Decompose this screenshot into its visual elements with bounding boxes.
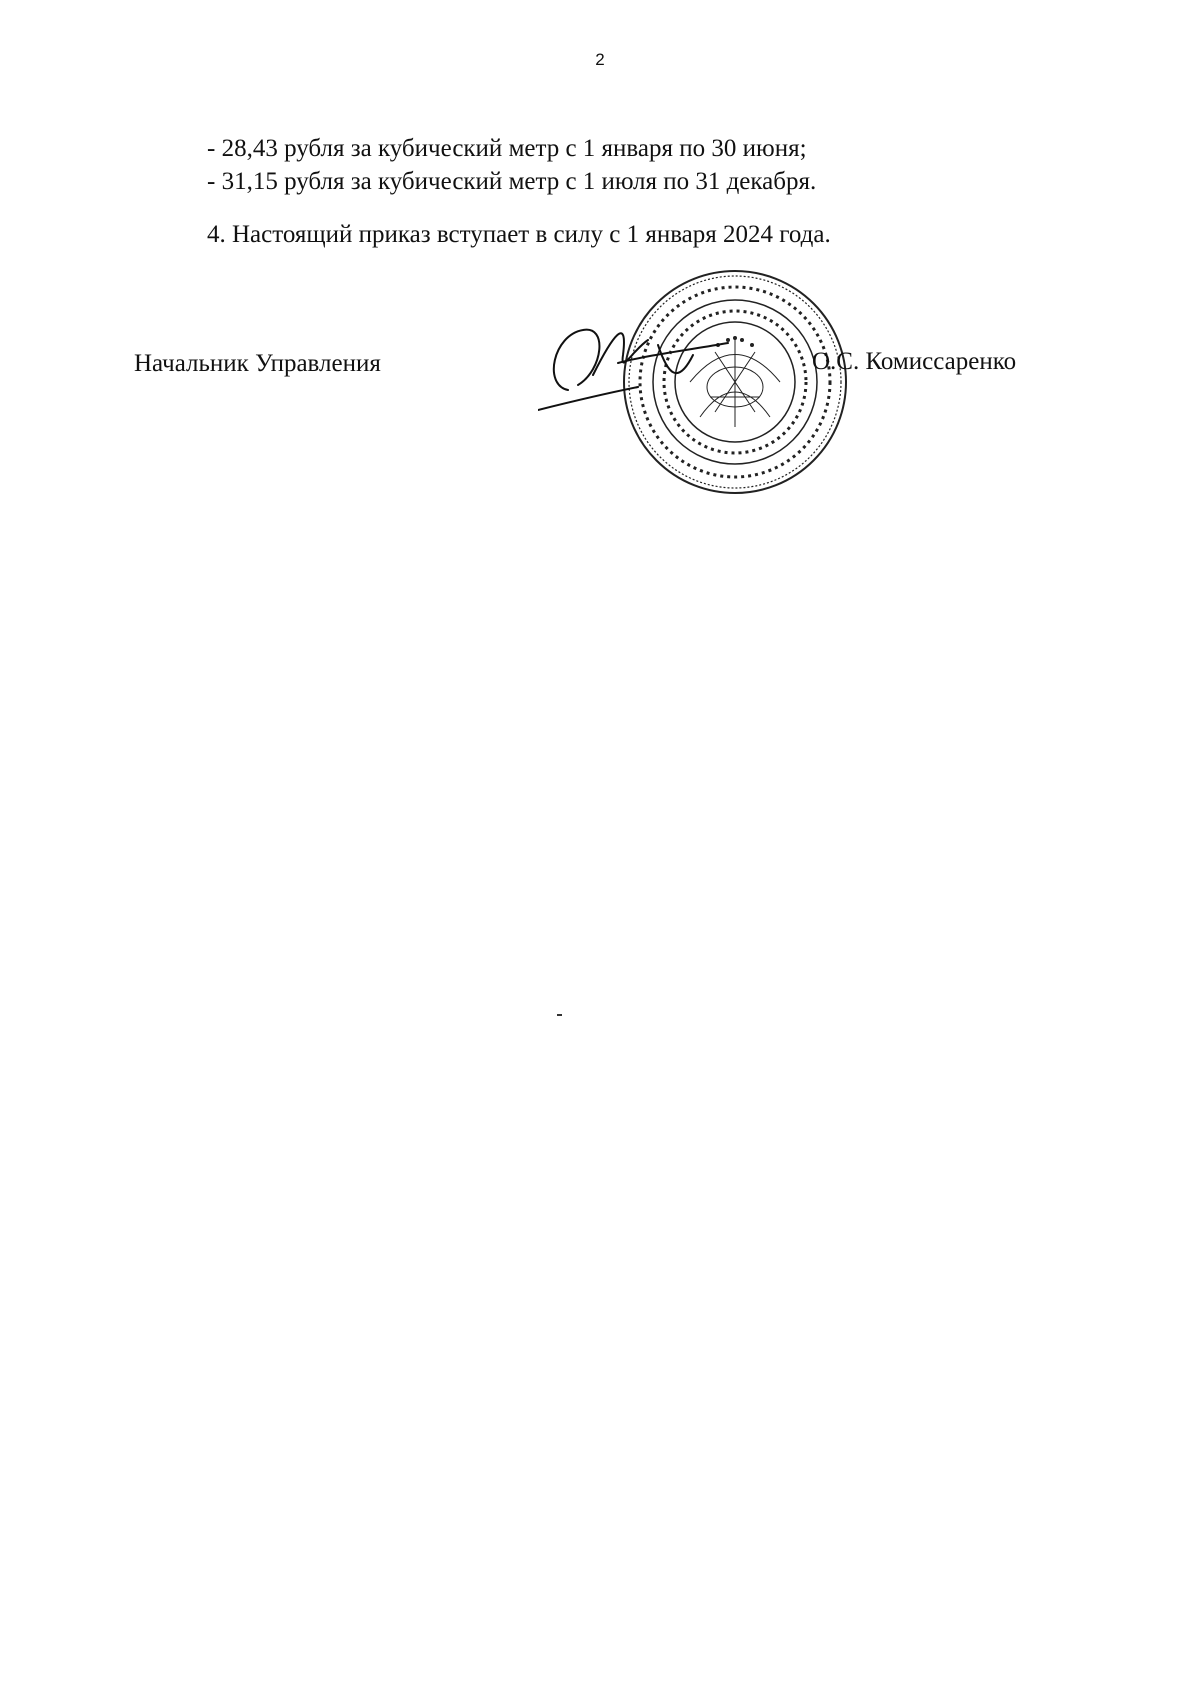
clause-4: 4. Настоящий приказ вступает в силу с 1 января 2024 года. [207,221,831,248]
rate-line-first-half: - 28,43 рубля за кубический метр с 1 января по 30 июня; [207,135,807,162]
stray-mark [557,1014,562,1016]
signer-name: О.С. Комиссаренко [812,348,1017,375]
signer-position: Начальник Управления [134,350,381,377]
page-number: 2 [595,50,605,69]
rate-line-second-half: - 31,15 рубля за кубический метр с 1 июля по 31 декабря. [207,168,817,195]
